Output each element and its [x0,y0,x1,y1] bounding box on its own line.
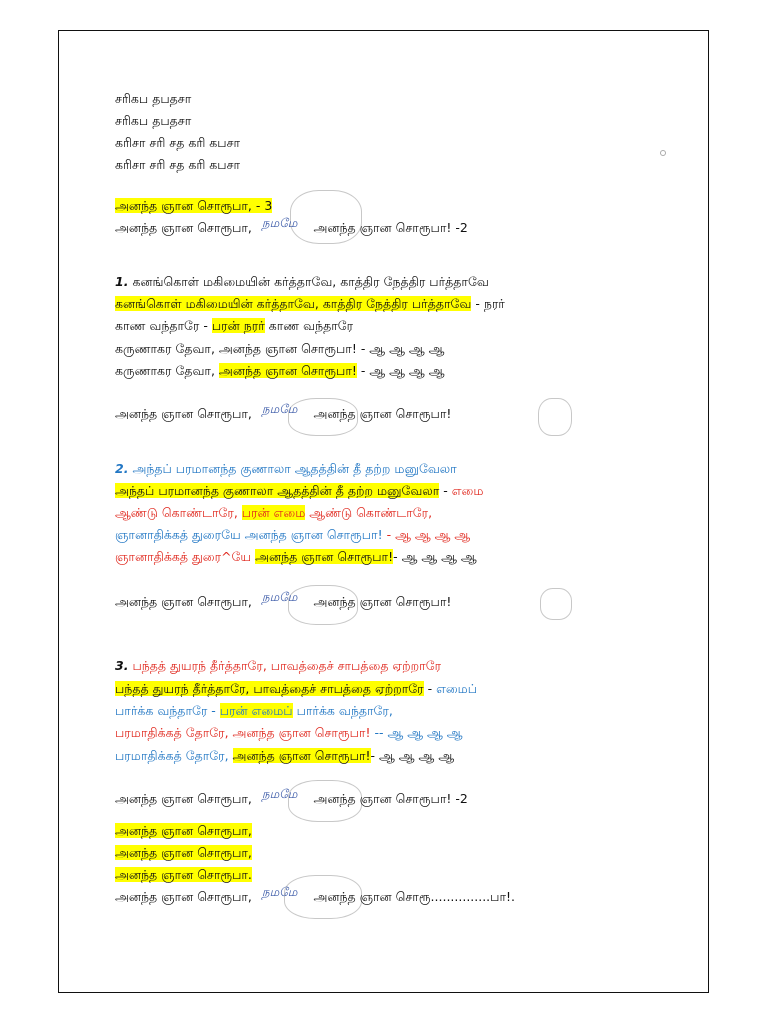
handwritten-word: நமமே [261,402,298,416]
handwritten-word: நமமே [261,590,298,604]
speck-mark [660,150,666,156]
verse2-line-5: ஞானாதிக்கத் துரை^யே அனந்த ஞான சொரூபா!- ஆ ஆ ஆ ஆ [115,549,477,564]
verse-number: 2. [115,461,129,476]
verse1-line-4: கருணாகர தேவா, அனந்த ஞான சொரூபா! - ஆ ஆ ஆ ஆ [115,341,445,356]
scribble-cloud [538,398,572,436]
handwritten-word: நமமே [261,787,298,801]
verse2-refrain: அனந்த ஞான சொரூபா, நமமே அனந்த ஞான சொரூபா! [115,590,452,609]
verse1-line-3: காண வந்தாரே - பரன் நரர் காண வந்தாரே [115,318,354,333]
verse-number: 3. [115,658,129,673]
intro-line-2: சரிகப தபதசா [115,113,192,128]
verse1-refrain: அனந்த ஞான சொரூபா, நமமே அனந்த ஞான சொரூபா! [115,402,452,421]
verse1-line-5: கருணாகர தேவா, அனந்த ஞான சொரூபா! - ஆ ஆ ஆ ஆ [115,363,445,378]
verse2-line-1: 2. அந்தப் பரமானந்த குணாலா ஆதத்தின் தீ தற்ற மனுவேலா [115,461,457,476]
verse3-line-4: பரமாதிக்கத் தோரே, அனந்த ஞான சொரூபா! -- ஆ ஆ ஆ ஆ [115,725,463,740]
verse2-line-2: அந்தப் பரமானந்த குணாலா ஆதத்தின் தீ தற்ற மனுவேலா - எமை [115,483,484,498]
verse1-line-1: 1. கனங்கொள் மகிமையின் கர்த்தாவே, காத்திர நேத்திர பர்த்தாவே [115,274,489,289]
verse3-line-2: பந்தத் துயரந் தீர்த்தாரே, பாவத்தைச் சாபத்தை ஏற்றாரே - எமைப் [115,681,478,696]
verse3-line-1: 3. பந்தத் துயரந் தீர்த்தாரே, பாவத்தைச் சாபத்தை ஏற்றாரே [115,658,442,673]
verse2-line-4: ஞானாதிக்கத் துரையே அனந்த ஞான சொரூபா! - ஆ ஆ ஆ ஆ [115,527,471,542]
verse3-line-3: பார்க்க வந்தாரே - பரன் எமைப் பார்க்க வந்தாரே, [115,703,393,718]
intro-line-3: கரிசா சரி சத கரி கபசா [115,135,241,150]
verse1-line-2: கனங்கொள் மகிமையின் கர்த்தாவே, காத்திர நேத்திர பர்த்தாவே - நரர் [115,296,505,311]
ending-line-4: அனந்த ஞான சொரூபா, நமமே அனந்த ஞான சொரூ...............பா!. [115,885,515,904]
verse3-line-5: பரமாதிக்கத் தோரே, அனந்த ஞான சொரூபா!- ஆ ஆ ஆ ஆ [115,748,455,763]
verse-number: 1. [115,274,129,289]
handwritten-word: நமமே [261,216,298,230]
chorus-highlight: அனந்த ஞான சொரூபா, - 3 [115,198,273,213]
verse2-line-3: ஆண்டு கொண்டாரே, பரன் எமை ஆண்டு கொண்டாரே, [115,505,433,520]
chorus-line-1 [115,197,272,215]
scribble-cloud [540,588,572,620]
handwritten-word: நமமே [261,885,298,899]
chorus-line-2: அனந்த ஞான சொரூபா, நமமே அனந்த ஞான சொரூபா! -2 [115,216,468,235]
intro-line-1: சரிகப தபதசா [115,91,192,106]
verse3-refrain: அனந்த ஞான சொரூபா, நமமே அனந்த ஞான சொரூபா! -2 [115,787,468,806]
intro-line-4: கரிசா சரி சத கரி கபசா [115,157,241,172]
ending-line-2: அனந்த ஞான சொரூபா, [115,845,252,860]
ending-line-3: அனந்த ஞான சொரூபா. [115,867,252,882]
ending-line-1: அனந்த ஞான சொரூபா, [115,823,252,838]
